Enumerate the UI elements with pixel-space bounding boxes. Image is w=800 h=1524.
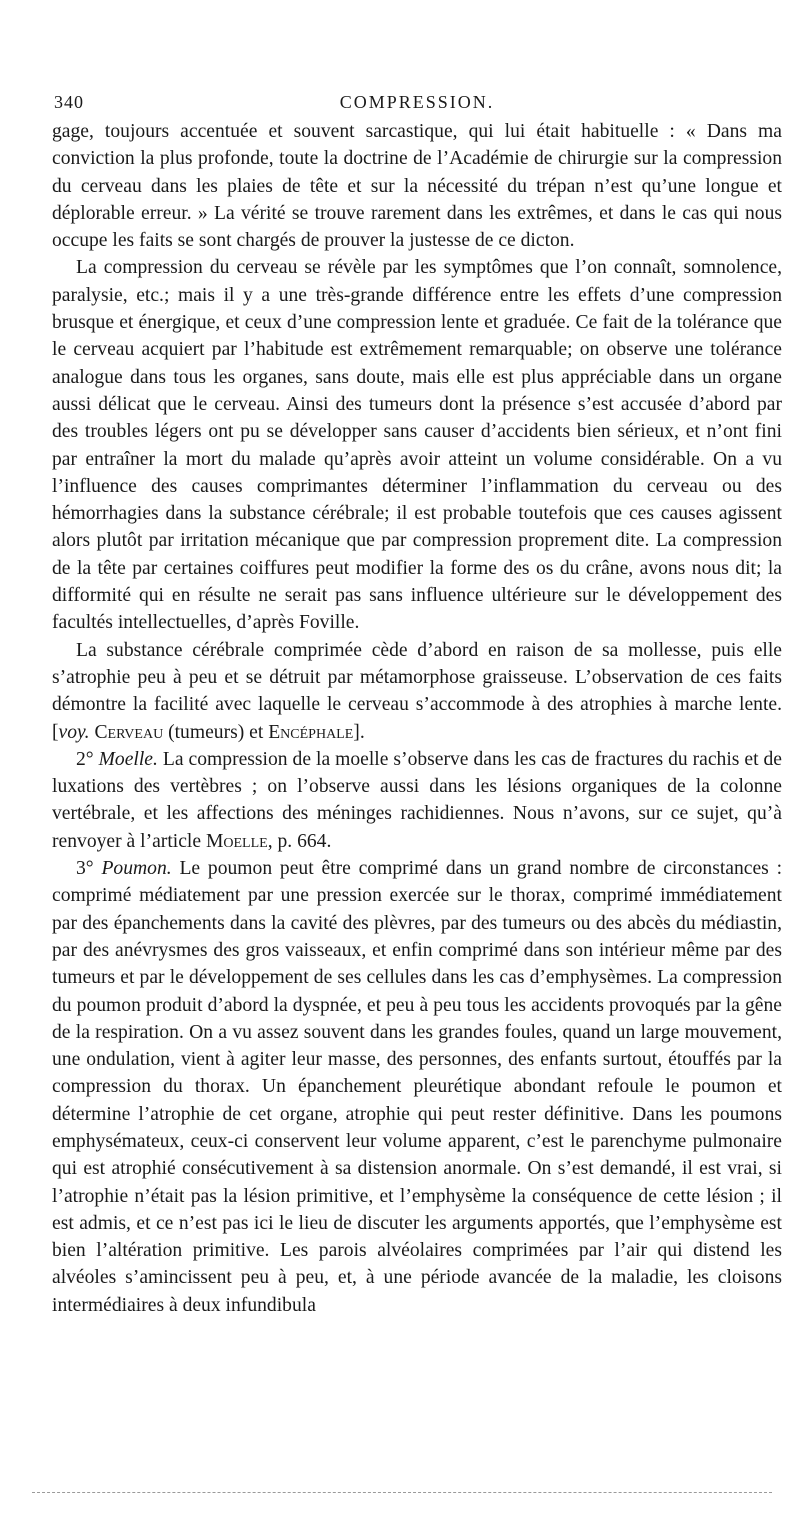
paragraph-text: ]. — [353, 721, 365, 743]
cross-reference-encephale: Encéphale — [268, 721, 354, 743]
page-header — [52, 88, 782, 118]
footer-dotted-rule — [32, 1492, 772, 1493]
section-number: 3° — [76, 858, 102, 880]
paragraph-text: (tumeurs) et — [163, 721, 269, 743]
paragraph-text: , p. 664. — [267, 830, 332, 852]
voy-abbreviation: voy. — [58, 721, 90, 743]
document-page — [52, 88, 782, 1319]
body-text — [52, 118, 782, 1319]
paragraph-text: Le poumon peut être comprimé dans un grand nombre de circonstances : comprimé médiatement par une pression exercée sur le thorax, comprimé immédiatement par des épanchements dans la cavité des plèvres, par des tumeurs ou des abcès du médiastin, par des anévrysmes des gros vaisseaux, et enfin comprimé dans son intérieur même par des tumeurs et par le développement de ses cellules dans les cas d’emphysèmes. La compression du poumon produit d’abord la dyspnée, et peu à peu tous les accidents provoqués par la gêne de la respiration. On a vu assez souvent dans les grandes foules, quand un large mouvement, une ondulation, vient à agiter leur masse, des personnes, des enfants surtout, étouffés par la compression du thorax. Un épanchement pleurétique abondant refoule le poumon et détermine l’atrophie de cet organe, atrophie qui peut rester définitive. Dans les poumons emphysémateux, ceux-ci conservent leur volume apparent, c’est le parenchyme pulmonaire qui est atrophié consécutivement à sa distension anormale. On s’est demandé, il est vrai, si l’atrophie n’était pas la lésion primitive, et l’emphysème la conséquence de cette lésion ; il est admis, et ce n’est pas ici le lieu de discuter les arguments apportés, que l’emphysème est bien l’altération primitive. Les parois alvéolaires comprimées par l’air qui distend les alvéoles s’amincissent peu à peu, et, à une période avancée de la maladie, les cloisons intermédiaires à deux infundibula — [52, 858, 783, 1316]
cross-reference-cerveau: Cerveau — [94, 721, 164, 743]
paragraph-continuation: gage, toujours accentuée et souvent sarcastique, qui lui était habituelle : « Dans ma conviction la plus profonde, toute la doctrine de l’Académie de chirurgie sur la compression du cerveau dans les plaies de tête et sur la nécessité du trépan n’est qu’une longue et déplorable erreur. » La vérité se trouve rarement dans les extrêmes, et dans le cas qui nous occupe les faits se sont chargés de prouver la justesse de ce dicton. — [52, 121, 782, 252]
section-number: 2° — [76, 748, 99, 770]
paragraph-substance-cerebrale — [52, 637, 782, 746]
cross-reference-moelle: Moelle — [205, 830, 268, 852]
paragraph-text: La substance cérébrale comprimée cède d’abord en raison de sa mollesse, puis elle s’atrophie peu à peu et se détruit par métamorphose graisseuse. L’observation de ces faits démontre la facilité avec laquelle le cerveau s’accommode à des atrophies à marche lente. [ — [52, 639, 782, 743]
section-title: Poumon. — [101, 858, 172, 880]
section-title: Moelle. — [98, 748, 158, 770]
paragraph-cerveau-symptomes: La compression du cerveau se révèle par les symptômes que l’on connaît, somnolence, paralysie, etc.; mais il y a une très-grande différence entre les effets d’une compression brusque et énergique, et ceux d’une compression lente et graduée. Ce fait de la tolérance que le cerveau acquiert par l’habitude est extrêmement remarquable; on observe une tolérance analogue dans tous les organes, sans doute, mais elle est plus appréciable dans un organe aussi délicat que le cerveau. Ainsi des tumeurs dont la présence s’est accusée d’abord par des troubles légers ont pu se développer sans causer d’accidents bien sérieux, et n’ont fini par entraîner la mort du malade qu’après avoir atteint un volume considérable. On a vu l’influence des causes comprimantes déterminer l’inflammation du cerveau ou des hémorrhagies dans la substance cérébrale; il est probable toutefois que ces causes agissent alors plutôt par irritation mécanique que par compression proprement dite. La compression de la tête par certaines coiffures peut modifier la forme des os du crâne, avons nous dit; la difformité qui en résulte ne serait pas sans influence ultérieure sur le développement des facultés intellectuelles, d’après Foville. — [52, 257, 782, 634]
running-title: COMPRESSION. — [339, 92, 495, 112]
section-moelle — [52, 746, 782, 855]
page-number: 340 — [54, 92, 84, 112]
paragraph-text: La compression de la moelle s’observe dans les cas de fractures du rachis et de luxations des vertèbres ; on l’observe aussi dans les lésions organiques de la colonne vertébrale, et les affections des méninges rachidiennes. Nous n’avons, sur ce sujet, qu’à renvoyer à l’article — [52, 748, 783, 852]
section-poumon — [52, 855, 782, 1319]
